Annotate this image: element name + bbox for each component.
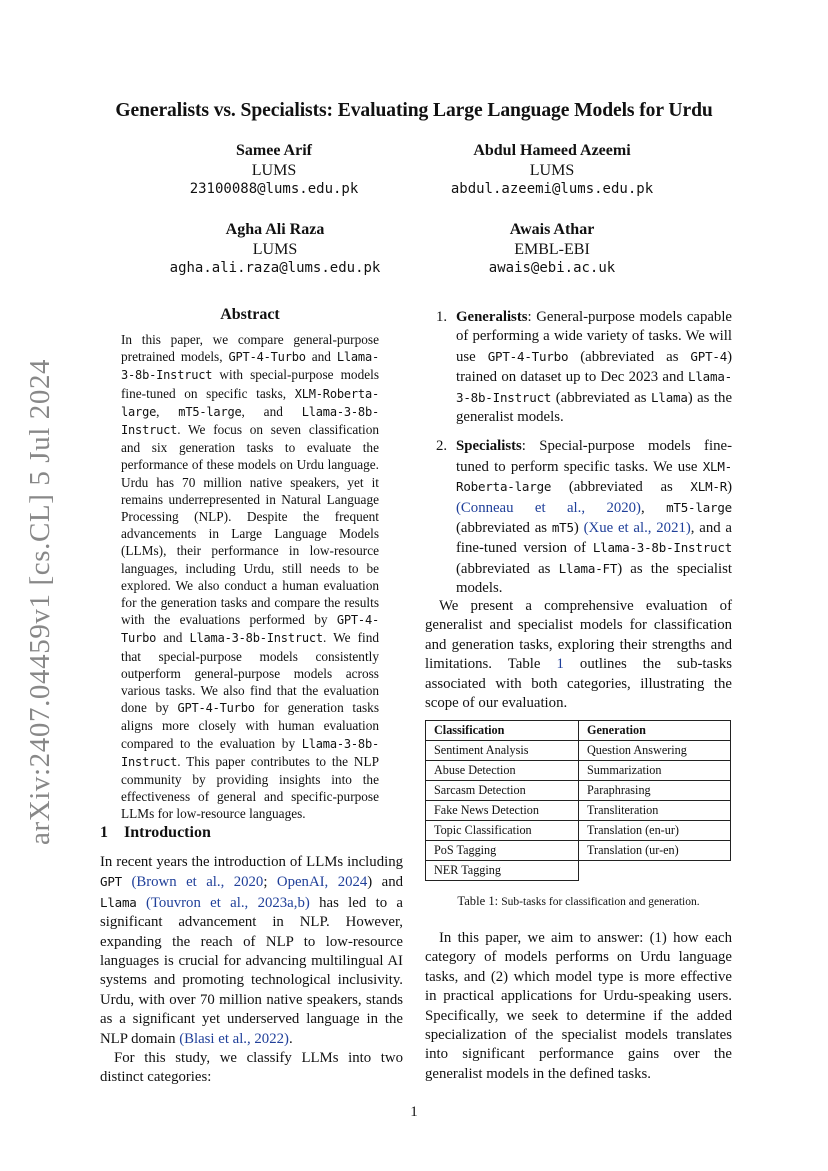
caption-label: Table 1: — [457, 894, 499, 908]
author-affiliation: LUMS — [529, 161, 575, 179]
author-affiliation: LUMS — [252, 240, 298, 258]
table-row — [426, 781, 731, 801]
table-header-row — [426, 721, 731, 741]
abstract-body: In this paper, we compare general-purpose pretrained models, GPT-4-Turbo and Llama-3-8b-Instruct with special-purpose models fine-tuned on specific tasks, XLM-Roberta-large, mT5-large, and Llama-3-8b-Instruct. We focus on seven classification and six generation tasks to evaluate the performance of these models on Urdu language. Urdu has 70 million native speakers, yet it remains underrepresented in Natural Language Processing (NLP). Despite the frequent advancements in Large Language Models (LLMs), their performance in low-resource languages, including Urdu, still needs to be explored. We also conduct a human evaluation for the generation tasks and compare the results with the evaluations performed by GPT-4-Turbo and Llama-3-8b-Instruct. We find that special-purpose models consistently outperform general-purpose models across various tasks. We also find that the evaluation done by GPT-4-Turbo for generation tasks aligns more closely with human evaluation compared to the evaluation by Llama-3-8b-Instruct. This paper contributes to the NLP community by providing insights into the effectiveness of general and specific-purpose LLMs for low-resource languages. — [121, 332, 380, 822]
list-item: 2. Specialists: Special-purpose models fine-tuned to perform specific tasks. We use XLM-Roberta-large (abbreviated as XLM-R) (Conneau et al., 2020), mT5-large (abbreviated as mT5) (Xue et al., 2021), and a fine-tuned version of Llama-3-8b-Instruct (abbreviated as Llama-FT) as the specialist models. — [436, 438, 733, 597]
citation-link[interactable]: (Xue et al., 2021) — [583, 520, 691, 537]
author-block — [150, 220, 400, 279]
author-email[interactable]: 23100088@lums.edu.pk — [189, 181, 359, 197]
table-cell: Topic Classification — [426, 821, 579, 841]
section-title: Introduction — [124, 824, 211, 841]
author-affiliation: EMBL-EBI — [514, 240, 590, 258]
table-row — [426, 801, 731, 821]
model-category-list — [432, 308, 732, 609]
table-row — [426, 741, 731, 761]
table-cell: Sentiment Analysis — [426, 741, 579, 761]
section-heading — [100, 824, 227, 842]
table-cell: PoS Tagging — [426, 841, 579, 861]
paragraph: For this study, we classify LLMs into two distinct categories: — [100, 1050, 403, 1086]
table-cell: Question Answering — [579, 741, 731, 761]
table-cell: Sarcasm Detection — [426, 781, 579, 801]
paper-title: Generalists vs. Specialists: Evaluating Large Language Models for Urdu — [115, 100, 713, 121]
author-email[interactable]: awais@ebi.ac.uk — [488, 260, 616, 276]
author-email[interactable]: agha.ali.raza@lums.edu.pk — [169, 260, 381, 276]
citation-link[interactable]: (Blasi et al., 2022) — [179, 1030, 289, 1047]
table-row — [426, 841, 731, 861]
table-caption — [425, 894, 732, 909]
author-name: Awais Athar — [509, 221, 595, 238]
introduction-body — [100, 853, 403, 1088]
citation-link[interactable]: (Brown et al., 2020 — [131, 874, 264, 891]
page-number: 1 — [410, 1104, 418, 1120]
table-reference-link[interactable]: 1 — [556, 656, 564, 673]
author-affiliation: LUMS — [251, 161, 297, 179]
author-block — [412, 141, 692, 200]
table-cell: Abuse Detection — [426, 761, 579, 781]
list-item: 1. Generalists: General-purpose models capable of performing a wide variety of tasks. We will use GPT-4-Turbo (abbreviated as GPT-4) trained on dataset up to Dec 2023 and Llama-3-8b-Instruct (abbreviated as Llama) as the generalist models. — [436, 309, 733, 426]
paragraph: In recent years the introduction of LLMs including GPT (Brown et al., 2020; OpenAI, 2024) and Llama (Touvron et al., 2023a,b) has led to a significant advancement in NLP. However, expanding the reach of NLP to low-resource languages is crucial for advancing multilingual AI systems and promoting technological inclusivity. Urdu, with over 70 million native speakers, stands as a significant yet underserved language in the NLP domain (Blasi et al., 2022). — [100, 854, 404, 1047]
table-cell: Summarization — [579, 761, 731, 781]
caption-text: Sub-tasks for classification and generation. — [501, 896, 700, 908]
author-name: Samee Arif — [236, 142, 312, 159]
table-cell: Fake News Detection — [426, 801, 579, 821]
paragraph: We present a comprehensive evaluation of generalist and specialist models for classification and generation tasks, exploring their strengths and limitations. Table 1 outlines the sub-tasks associated with both categories, illustrating the scope of our evaluation. — [425, 598, 732, 712]
table-cell: Translation (en-ur) — [579, 821, 731, 841]
citation-link[interactable]: (Conneau et al., 2020) — [456, 499, 641, 516]
column-header: Classification — [426, 721, 579, 741]
paragraph: In this paper, we aim to answer: (1) how each category of models performs on Urdu language tasks, and (2) which model type is more effective in practical applications for Urdu-speaking users. Specifically, we seek to determine if the added specialization of the specialist models translates into significant performance gains over the generalist models in the defined tasks. — [425, 930, 732, 1082]
table-cell — [579, 861, 731, 881]
section-number: 1 — [100, 824, 108, 841]
arxiv-identifier: arXiv:2407.04459v1 [cs.CL] 5 Jul 2024 — [24, 358, 56, 845]
table-cell: Translation (ur-en) — [579, 841, 731, 861]
author-block — [452, 220, 652, 279]
table-row — [426, 821, 731, 841]
citation-link[interactable]: OpenAI, 2024 — [276, 874, 368, 891]
table-cell: Transliteration — [579, 801, 731, 821]
table-row — [426, 761, 731, 781]
table-row — [426, 861, 731, 881]
author-email[interactable]: abdul.azeemi@lums.edu.pk — [450, 181, 654, 197]
subtask-table — [425, 720, 731, 881]
citation-link[interactable]: (Touvron et al., 2023a,b) — [145, 894, 310, 911]
author-block — [174, 141, 374, 200]
author-name: Agha Ali Raza — [225, 221, 325, 238]
table-cell: NER Tagging — [426, 861, 579, 881]
author-name: Abdul Hameed Azeemi — [473, 142, 631, 159]
table-cell: Paraphrasing — [579, 781, 731, 801]
abstract-heading: Abstract — [220, 306, 280, 323]
column-header: Generation — [579, 721, 731, 741]
